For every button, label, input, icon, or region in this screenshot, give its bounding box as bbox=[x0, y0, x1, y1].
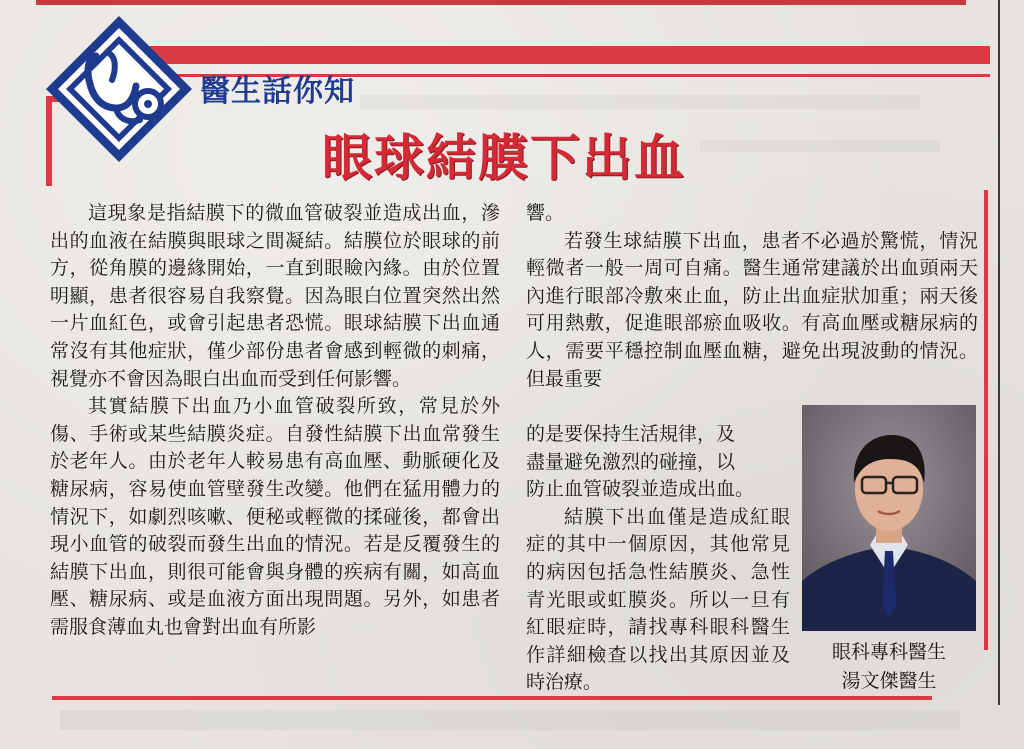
show-through-texture bbox=[700, 140, 940, 152]
caption-name: 湯文傑醫生 bbox=[841, 670, 937, 692]
article-continuation: 響。 bbox=[526, 202, 565, 224]
stethoscope-icon bbox=[44, 14, 194, 164]
article-column-2-narrow bbox=[526, 421, 790, 697]
article-line: 的是要保持生活規律，及 bbox=[526, 423, 736, 445]
show-through-texture bbox=[60, 710, 960, 730]
article-column-2 bbox=[526, 200, 978, 393]
article-paragraph: 其實結膜下出血乃小血管破裂所致，常見於外傷、手術或某些結膜炎症。自發性結膜下出血常發生於老年人。由於老年人較易患有高血壓、動脈硬化及糖尿病，容易使血管壁發生改變。他們在猛用體力的情況下，如劇烈咳嗽、便秘或輕微的揉碰後，都會出現小血管的破裂而發生出血的情況。若是反覆發生的結膜下出血，則很可能會與身體的疾病有關，如高血壓、糖尿病、或是血液方面出現問題。另外，如患者需服食薄血丸也會對出血有所影 bbox=[50, 395, 500, 638]
article-line: 盡量避免激烈的碰撞，以 bbox=[526, 450, 736, 473]
column-divider-rule bbox=[998, 0, 1000, 705]
doctor-photo bbox=[802, 405, 976, 631]
stethoscope-logo bbox=[44, 14, 194, 164]
doctor-portrait bbox=[802, 405, 976, 631]
article-border-bottom bbox=[52, 696, 932, 700]
article-border-right bbox=[984, 190, 988, 650]
article-line: 防止血管破裂並造成出血。 bbox=[526, 478, 755, 501]
top-border-line bbox=[36, 0, 966, 5]
caption-title: 眼科專科醫生 bbox=[831, 641, 946, 663]
header-red-bar bbox=[148, 46, 990, 64]
show-through-texture bbox=[360, 95, 920, 109]
article-paragraph: 若發生球結膜下出血，患者不必過於驚慌，情況輕微者一般一周可自痛。醫生通常建議於出血頭兩天內進行眼部冷敷來止血，防止出血症狀加重；兩天後可用熱敷，促進眼部瘀血吸收。有高血壓或糖尿病的人，需要平穩控制血壓血糖，避免出現波動的情況。但最重要 bbox=[526, 229, 978, 390]
article-paragraph: 這現象是指結膜下的微血管破裂並造成出血，滲出的血液在結膜與眼球之間凝結。結膜位於眼球的前方，從角膜的邊緣開始，一直到眼瞼內緣。由於位置明顯，患者很容易自我察覺。因為眼白位置突然出然一片血紅色，或會引起患者恐慌。眼球結膜下出血通常沒有其他症狀，僅少部份患者會感到輕微的刺痛，視覺亦不會因為眼白出血而受到任何影響。 bbox=[50, 202, 500, 390]
article-column-1 bbox=[50, 200, 500, 642]
article-headline: 眼球結膜下出血 bbox=[322, 129, 686, 187]
column-label: 醫生話你知 bbox=[200, 74, 355, 109]
article-paragraph: 結膜下出血僅是造成紅眼症的其中一個原因，其他常見的病因包括急性結膜炎、急性青光眼或虹膜炎。所以一旦有紅眼症時，請找專科眼科醫生作詳細檢查以找出其原因並及時治療。 bbox=[526, 505, 790, 694]
photo-caption bbox=[802, 638, 976, 696]
